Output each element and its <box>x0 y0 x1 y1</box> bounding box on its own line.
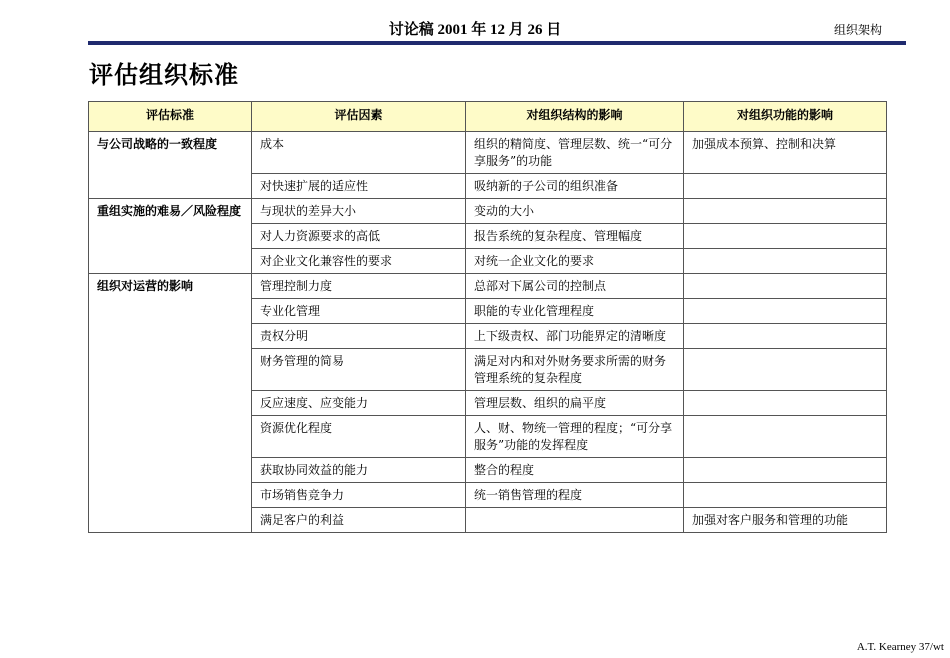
factor-cell: 与现状的差异大小 <box>252 199 466 224</box>
structure-cell: 对统一企业文化的要求 <box>466 249 684 274</box>
function-cell: 加强对客户服务和管理的功能 <box>684 508 887 533</box>
function-cell <box>684 416 887 458</box>
structure-cell: 组织的精简度、管理层数、统一“可分享服务”的功能 <box>466 132 684 174</box>
structure-cell: 满足对内和对外财务要求所需的财务管理系统的复杂程度 <box>466 349 684 391</box>
col-header-function-impact: 对组织功能的影响 <box>684 102 887 132</box>
function-cell <box>684 274 887 299</box>
factor-cell: 市场销售竞争力 <box>252 483 466 508</box>
table-row <box>89 274 887 299</box>
factor-cell: 对快速扩展的适应性 <box>252 174 466 199</box>
structure-cell: 报告系统的复杂程度、管理幅度 <box>466 224 684 249</box>
structure-cell: 总部对下属公司的控制点 <box>466 274 684 299</box>
factor-cell: 反应速度、应变能力 <box>252 391 466 416</box>
factor-cell: 对人力资源要求的高低 <box>252 224 466 249</box>
table-row <box>89 199 887 224</box>
function-cell <box>684 299 887 324</box>
function-cell <box>684 199 887 224</box>
function-cell <box>684 458 887 483</box>
structure-cell: 统一销售管理的程度 <box>466 483 684 508</box>
factor-cell: 满足客户的利益 <box>252 508 466 533</box>
function-cell: 加强成本预算、控制和决算 <box>684 132 887 174</box>
col-header-criterion: 评估标准 <box>89 102 252 132</box>
structure-cell: 吸纳新的子公司的组织准备 <box>466 174 684 199</box>
section-label: 组织架构 <box>834 23 883 37</box>
criterion-cell: 与公司战略的一致程度 <box>89 132 252 199</box>
factor-cell: 财务管理的简易 <box>252 349 466 391</box>
function-cell <box>684 391 887 416</box>
structure-cell: 职能的专业化管理程度 <box>466 299 684 324</box>
structure-cell <box>466 508 684 533</box>
factor-cell: 成本 <box>252 132 466 174</box>
factor-cell: 资源优化程度 <box>252 416 466 458</box>
function-cell <box>684 483 887 508</box>
factor-cell: 管理控制力度 <box>252 274 466 299</box>
criterion-cell: 重组实施的难易／风险程度 <box>89 199 252 274</box>
structure-cell: 整合的程度 <box>466 458 684 483</box>
criteria-table <box>88 101 887 533</box>
col-header-structure-impact: 对组织结构的影响 <box>466 102 684 132</box>
function-cell <box>684 324 887 349</box>
header-rule <box>88 41 906 45</box>
col-header-factor: 评估因素 <box>252 102 466 132</box>
factor-cell: 对企业文化兼容性的要求 <box>252 249 466 274</box>
structure-cell: 管理层数、组织的扁平度 <box>466 391 684 416</box>
structure-cell: 上下级责权、部门功能界定的清晰度 <box>466 324 684 349</box>
draft-date-header: 讨论稿 2001 年 12 月 26 日 <box>388 22 562 38</box>
factor-cell: 获取协同效益的能力 <box>252 458 466 483</box>
page-title: 评估组织标准 <box>89 61 239 89</box>
table-header-row <box>89 102 887 132</box>
factor-cell: 责权分明 <box>252 324 466 349</box>
criterion-cell: 组织对运营的影响 <box>89 274 252 533</box>
table-row <box>89 132 887 174</box>
structure-cell: 人、财、物统一管理的程度；“可分享服务”功能的发挥程度 <box>466 416 684 458</box>
structure-cell: 变动的大小 <box>466 199 684 224</box>
function-cell <box>684 224 887 249</box>
function-cell <box>684 174 887 199</box>
footer-page-label: A.T. Kearney 37/wt <box>856 641 944 653</box>
function-cell <box>684 349 887 391</box>
factor-cell: 专业化管理 <box>252 299 466 324</box>
function-cell <box>684 249 887 274</box>
